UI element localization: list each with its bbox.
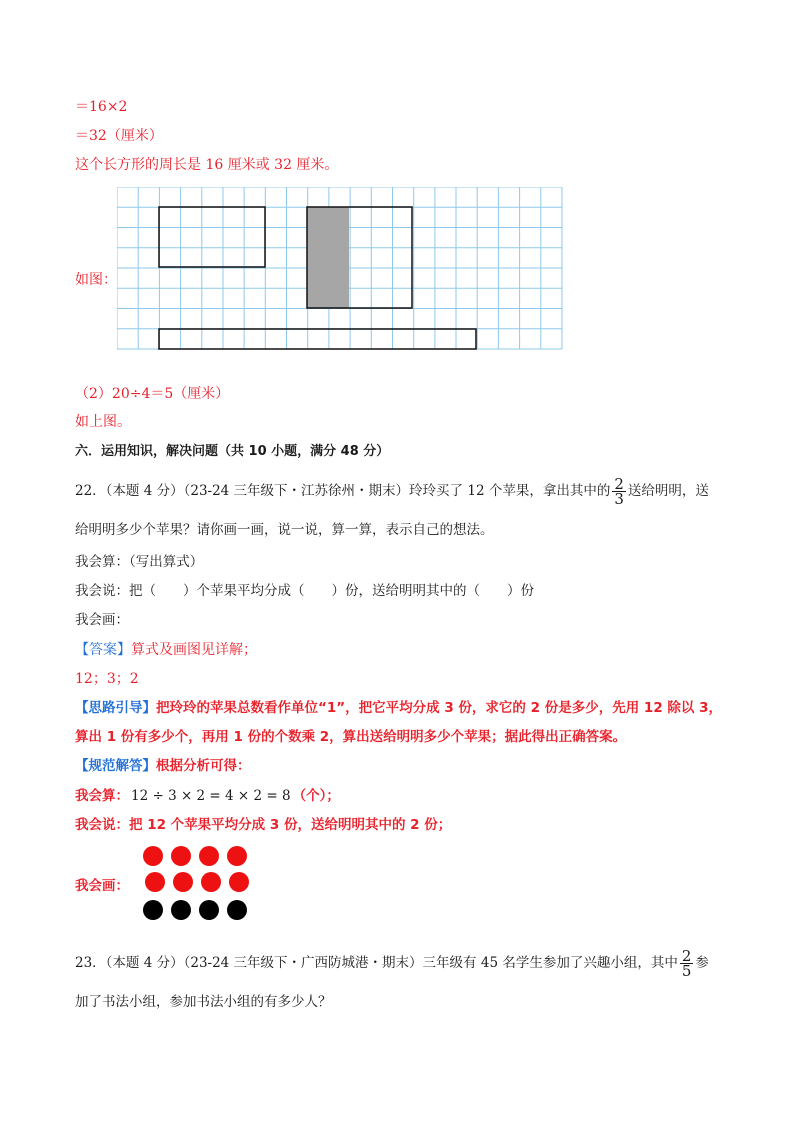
q22-stem-line2: 给明明多少个苹果？请你画一画，说一说，算一算，表示自己的想法。 xyxy=(75,522,494,538)
q22-draw-answer: 我会画： xyxy=(75,878,129,894)
q23-stem-line2: 加了书法小组，参加书法小组的有多少人？ xyxy=(75,994,332,1010)
q23-fraction: $\frac{2}{5}$ xyxy=(681,947,692,980)
black-apple-dot xyxy=(199,900,219,920)
red-apple-dot xyxy=(201,872,221,892)
calc-line-2: ＝32（厘米） xyxy=(75,128,163,144)
perimeter-conclusion: 这个长方形的周长是 16 厘米或 32 厘米。 xyxy=(75,157,339,173)
q22-fraction: $\frac{2}{3}$ xyxy=(614,475,624,508)
section-title: 六．运用知识，解决问题（共 10 小题，满分 48 分） xyxy=(75,444,390,459)
red-apple-dot xyxy=(171,846,191,866)
part2-calc: （2）20÷4＝5（厘米） xyxy=(75,386,230,402)
small-rectangle xyxy=(159,207,265,267)
shaded-column xyxy=(307,207,349,308)
q22-say-answer: 我会说：把 12 个苹果平均分成 3 份，送给明明其中的 2 份； xyxy=(75,817,452,833)
q23-stem-line1: 23．（本题 4 分）（23-24 三年级下・广西防城港・期末）三年级有 45 名学生参加了兴趣小组，其中 $\frac{2}{5}$ 参 xyxy=(75,947,709,980)
red-apple-dot xyxy=(143,846,163,866)
red-apple-dot xyxy=(173,872,193,892)
see-figure: 如上图。 xyxy=(75,414,131,430)
q22-calc-answer: 我会算： 12 ÷ 3 × 2 = 4 × 2 = 8 （个）； xyxy=(75,788,340,804)
q22-draw-prompt: 我会画： xyxy=(75,612,129,628)
red-apple-dot xyxy=(199,846,219,866)
black-apple-dot xyxy=(227,900,247,920)
grid-figure xyxy=(117,187,563,350)
red-apple-dot xyxy=(227,846,247,866)
grid-label: 如图： xyxy=(75,272,117,288)
red-apple-dot xyxy=(229,872,249,892)
black-apple-dot xyxy=(171,900,191,920)
q22-answer-values: 12；3；2 xyxy=(75,671,139,687)
q22-say-prompt: 我会说：把（ ）个苹果平均分成（ ）份，送给明明其中的（ ）份 xyxy=(75,583,534,599)
q22-calc-prompt: 我会算：（写出算式） xyxy=(75,554,204,570)
calc-line-1: ＝16×2 xyxy=(75,99,128,115)
q22-stem-line1: 22．（本题 4 分）（23-24 三年级下・江苏徐州・期末）玲玲买了 12 个苹果，拿出其中的 $\frac{2}{3}$ 送给明明，送 xyxy=(75,475,709,508)
q22-hint-1: 【思路引导】把玲玲的苹果总数看作单位“1”，把它平均分成 3 份，求它的 2 份是多少，先用 12 除以 3， xyxy=(75,700,723,716)
apple-dots xyxy=(140,844,250,922)
q22-answer: 【答案】算式及画图见详解； xyxy=(75,642,257,658)
black-apple-dot xyxy=(143,900,163,920)
red-apple-dot xyxy=(145,872,165,892)
q22-calc-expression: 12 ÷ 3 × 2 = 4 × 2 = 8 xyxy=(131,788,291,804)
long-rectangle xyxy=(159,329,476,349)
q22-solution-head: 【规范解答】根据分析可得： xyxy=(75,758,251,774)
q22-hint-2: 算出 1 份有多少个，再用 1 份的个数乘 2，算出送给明明多少个苹果；据此得出正确答案。 xyxy=(75,729,627,745)
